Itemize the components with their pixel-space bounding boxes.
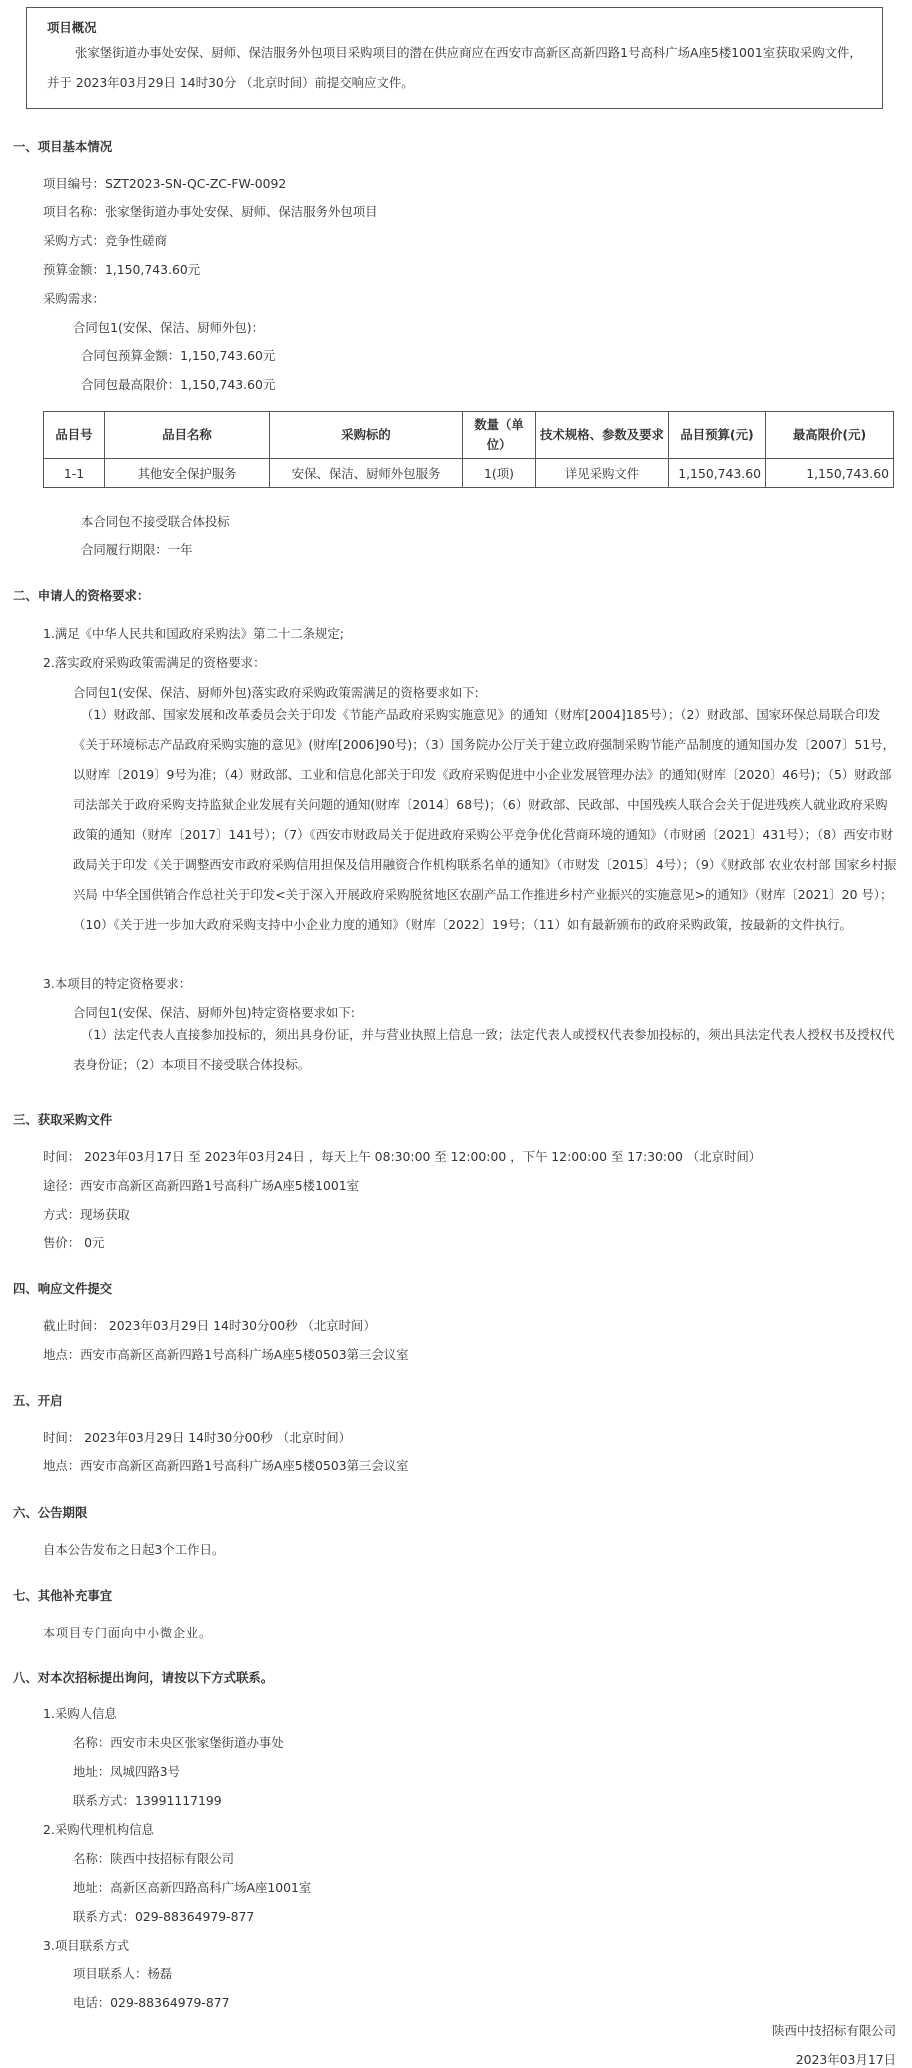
project-contact-phone: 电话：029-88364979-877 [73, 1995, 230, 2010]
purchaser-address: 地址：凤城四路3号 [73, 1764, 181, 1779]
project-contact-title: 3.项目联系方式 [43, 1938, 130, 1953]
col-header: 品目号 [44, 412, 105, 459]
project-contact-person: 项目联系人：杨磊 [73, 1966, 173, 1981]
items-table [43, 411, 894, 488]
special-requirements: （1）法定代表人直接参加投标的，须出具身份证，并与营业执照上信息一致；法定代表人或授权代表参加投标的，须出具法定代表人授权书及授权代表身份证；（2）本项目不接受联合体投标。 [73, 1027, 895, 1072]
no-consortium-note: 本合同包不接受联合体投标 [81, 514, 230, 529]
table-header-row [44, 412, 894, 459]
contract-package: 合同包1(安保、保洁、厨师外包)： [73, 320, 265, 335]
table-cell: 1,150,743.60 [766, 459, 894, 488]
submit-place: 地点：西安市高新区高新四路1号高科广场A座5楼0503第三会议室 [43, 1347, 409, 1362]
agency-info-title: 2.采购代理机构信息 [43, 1822, 154, 1837]
purchaser-name: 名称：西安市未央区张家堡街道办事处 [73, 1735, 284, 1750]
footer-org: 陕西中技招标有限公司 [772, 2023, 896, 2038]
project-name: 项目名称：张家堡街道办事处安保、厨师、保洁服务外包项目 [43, 204, 378, 219]
procurement-demand: 采购需求： [43, 291, 105, 306]
table-cell: 1-1 [44, 459, 105, 488]
policy-requirements: （1）财政部、国家发展和改革委员会关于印发《节能产品政府采购实施意见》的通知（财库[2004]185号）；（2）财政部、国家环保总局联合印发《关于环境标志产品政府采购实施的意见》(财库[2006]90号)；（3）国务院办公厅关于建立政府强制采购节能产品制度的通知国办发〔2007〕51号，以财库〔2019〕9号为准；（4）财政部、工业和信息化部关于印发《政府采购促进中小企业发展管理办法》的通知(财库〔2020〕46号)；（5）财政部 司法部关于政府采购支持监狱企业发展有关问题的通知(财库〔2014〕68号)；（6）财政部、民政部、中国残疾人联合会关于促进残疾人就业政府采购政策的通知（财库〔2017〕141号）；（7）《西安市财政局关于促进政府采购公平竞争优化营商环境的通知》（市财函〔2021〕431号）；（8）西安市财政局关于印发《关于调整西安市政府采购信用担保及信用融资合作机构联系名单的通知》（市财发〔2015〕4号）；（9）《财政部 农业农村部 国家乡村振兴局 中华全国供销合作总社关于印发<关于深入开展政府采购脱贫地区农副产品工作推进乡村产业振兴的实施意见>的通知》（财库〔2021〕20 号）；（10）《关于进一步加大政府采购支持中小企业力度的通知》（财库〔2022〕19号；（11）如有最新颁布的政府采购政策，按最新的文件执行。 [73, 707, 897, 932]
section-6-title: 六、公告期限 [13, 1505, 88, 1520]
purchaser-phone: 联系方式：13991117199 [73, 1793, 222, 1808]
table-cell: 1(项) [463, 459, 536, 488]
qualification-2-sub: 合同包1(安保、保洁、厨师外包)落实政府采购政策需满足的资格要求如下: [73, 685, 479, 700]
submit-deadline: 截止时间： 2023年03月29日 14时30分00秒 （北京时间） [43, 1318, 376, 1333]
table-cell: 详见采购文件 [536, 459, 669, 488]
overview-box [26, 7, 883, 109]
agency-address: 地址：高新区高新四路高科广场A座1001室 [73, 1880, 312, 1895]
supplementary-note: 本项目专门面向中小微企业。 [43, 1626, 213, 1640]
obtain-price: 售价： 0元 [43, 1235, 105, 1250]
table-cell: 安保、保洁、厨师外包服务 [270, 459, 463, 488]
opening-time: 时间： 2023年03月29日 14时30分00秒 （北京时间） [43, 1430, 352, 1445]
section-8-title: 八、对本次招标提出询问，请按以下方式联系。 [13, 1670, 274, 1685]
notice-period: 自本公告发布之日起3个工作日。 [43, 1542, 225, 1557]
qualification-3: 3.本项目的特定资格要求： [43, 976, 192, 991]
package-max-price: 合同包最高限价：1,150,743.60元 [81, 377, 276, 392]
table-cell: 1,150,743.60 [669, 459, 766, 488]
col-header: 技术规格、参数及要求 [536, 412, 669, 459]
col-header: 品目预算(元) [669, 412, 766, 459]
qualification-2: 2.落实政府采购政策需满足的资格要求： [43, 655, 266, 670]
agency-name: 名称：陕西中技招标有限公司 [73, 1851, 235, 1866]
section-4-title: 四、响应文件提交 [13, 1281, 113, 1296]
purchaser-info-title: 1.采购人信息 [43, 1706, 117, 1721]
section-2-title: 二、申请人的资格要求： [13, 588, 150, 603]
obtain-time: 时间： 2023年03月17日 至 2023年03月24日 ，每天上午 08:30:00 至 12:00:00 ，下午 12:00:00 至 17:30:00 （北京时间） [43, 1149, 762, 1164]
col-header: 采购标的 [270, 412, 463, 459]
col-header: 数量（单位） [463, 412, 536, 459]
budget-amount: 预算金额：1,150,743.60元 [43, 262, 201, 277]
obtain-mode: 方式：现场获取 [43, 1207, 130, 1222]
qualification-3-sub: 合同包1(安保、保洁、厨师外包)特定资格要求如下: [73, 1005, 355, 1020]
opening-place: 地点：西安市高新区高新四路1号高科广场A座5楼0503第三会议室 [43, 1458, 409, 1473]
section-7-title: 七、其他补充事宜 [13, 1588, 113, 1603]
table-cell: 其他安全保护服务 [105, 459, 270, 488]
agency-phone: 联系方式：029-88364979-877 [73, 1909, 255, 1924]
section-1-title: 一、项目基本情况 [13, 139, 113, 154]
table-row [44, 459, 894, 488]
section-5-title: 五、开启 [13, 1393, 63, 1408]
section-3-title: 三、获取采购文件 [13, 1112, 113, 1127]
overview-title: 项目概况 [47, 20, 97, 35]
package-budget: 合同包预算金额：1,150,743.60元 [81, 348, 276, 363]
overview-text: 张家堡街道办事处安保、厨师、保洁服务外包项目采购项目的潜在供应商应在西安市高新区高新四路1号高科广场A座5楼1001室获取采购文件，并于 2023年03月29日 14时30分 （北京时间）前提交响应文件。 [47, 45, 862, 90]
col-header: 品目名称 [105, 412, 270, 459]
col-header: 最高限价(元) [766, 412, 894, 459]
obtain-way: 途径：西安市高新区高新四路1号高科广场A座5楼1001室 [43, 1178, 359, 1193]
footer-date: 2023年03月17日 [795, 2052, 896, 2067]
contract-period: 合同履行期限：一年 [81, 542, 193, 557]
qualification-1: 1.满足《中华人民共和国政府采购法》第二十二条规定; [43, 626, 344, 641]
project-code: 项目编号：SZT2023-SN-QC-ZC-FW-0092 [43, 176, 287, 191]
procurement-method: 采购方式：竞争性磋商 [43, 233, 167, 248]
